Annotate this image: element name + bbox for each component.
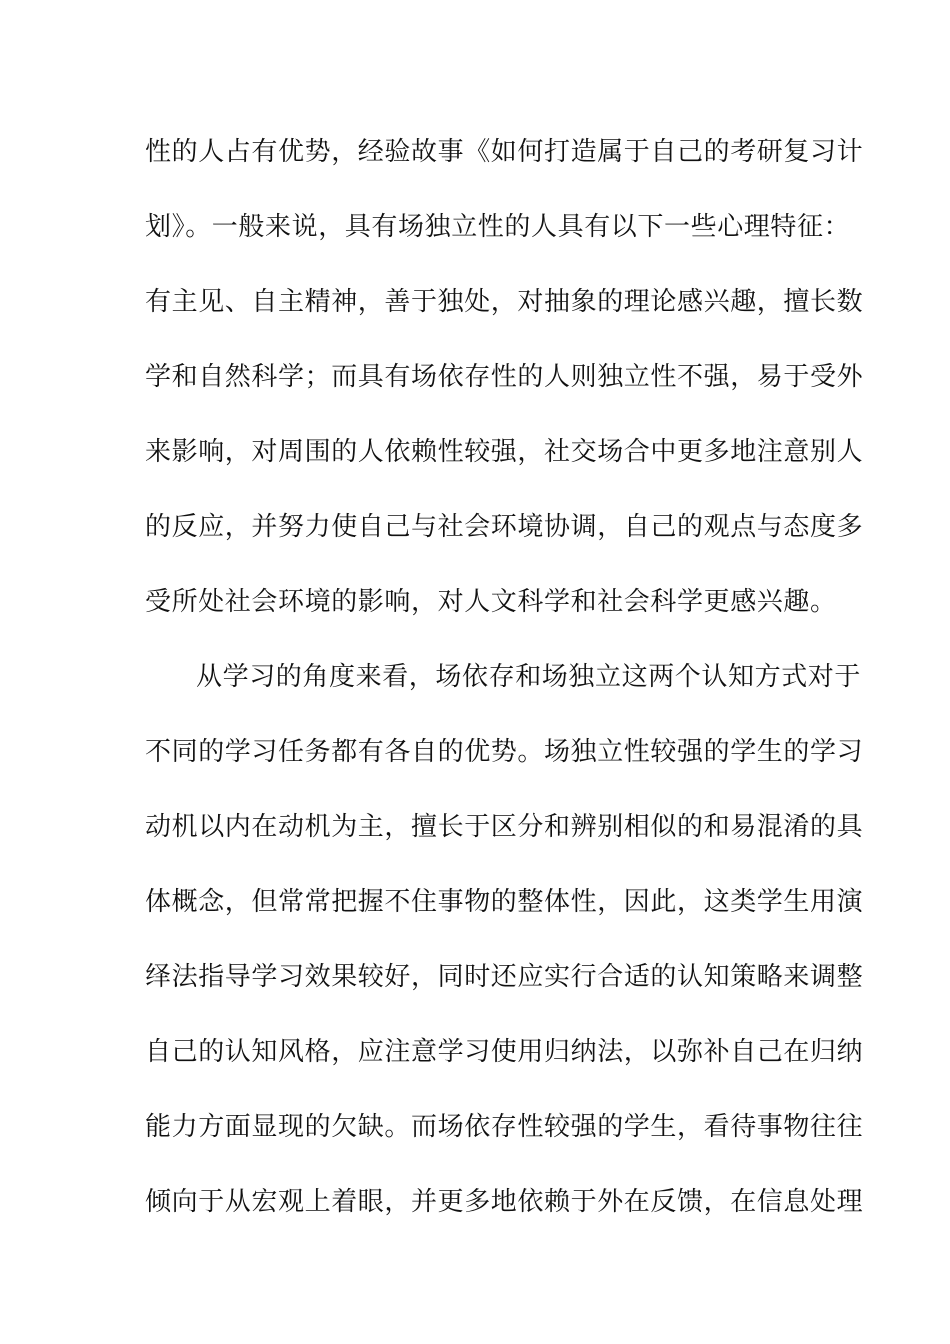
paragraph-first-line: 从学习的角度来看，场依存和场独立这两个认知方式对于 [196,662,862,692]
text-line: 的反应，并努力使自己与社会环境协调，自己的观点与态度多 [145,512,864,542]
text-line: 能力方面显现的欠缺。而场依存性较强的学生，看待事物往往 [145,1112,864,1142]
text-line: 学和自然科学；而具有场依存性的人则独立性不强，易于受外 [145,362,864,392]
text-line: 不同的学习任务都有各自的优势。场独立性较强的学生的学习 [145,737,864,767]
text-line: 受所处社会环境的影响，对人文科学和社会科学更感兴趣。 [145,587,837,617]
text-line: 划》。一般来说，具有场独立性的人具有以下一些心理特征： [145,212,851,242]
text-line: 体概念，但常常把握不住事物的整体性，因此，这类学生用演 [145,887,864,917]
text-line: 有主见、自主精神，善于独处，对抽象的理论感兴趣，擅长数 [145,287,864,317]
text-line: 动机以内在动机为主，擅长于区分和辨别相似的和易混淆的具 [145,812,864,842]
text-line: 绎法指导学习效果较好，同时还应实行合适的认知策略来调整 [145,962,864,992]
text-line: 性的人占有优势，经验故事《如何打造属于自己的考研复习计 [145,137,864,167]
text-line: 来影响，对周围的人依赖性较强，社交场合中更多地注意别人 [145,437,864,467]
text-line: 倾向于从宏观上着眼，并更多地依赖于外在反馈，在信息处理 [145,1187,864,1217]
text-line: 自己的认知风格，应注意学习使用归纳法，以弥补自己在归纳 [145,1037,864,1067]
